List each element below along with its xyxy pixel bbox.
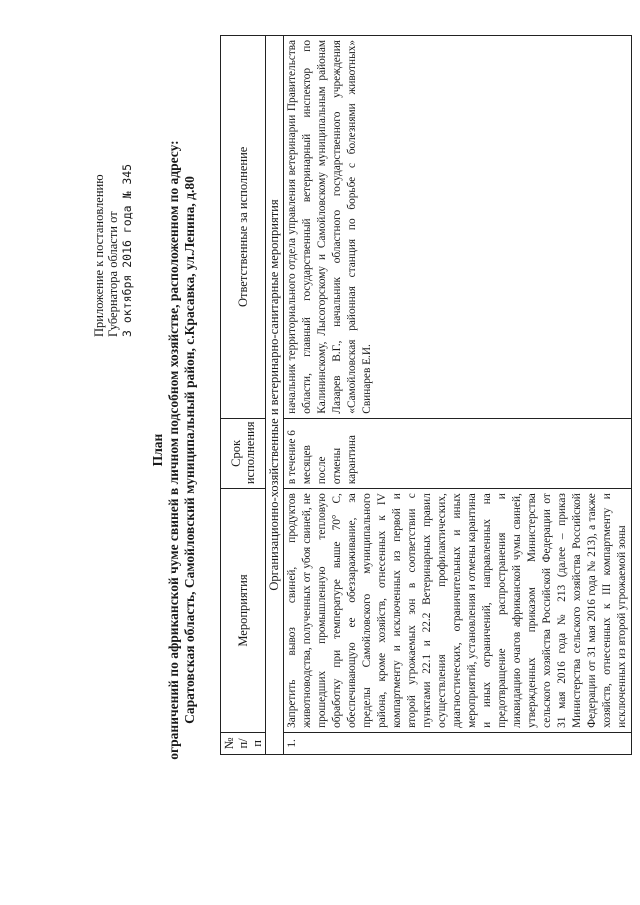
document-title xyxy=(150,35,198,865)
appendix-line-1: Приложение к постановлению xyxy=(92,174,106,337)
section-title: Организационно-хозяйственные и ветеринарно-санитарные мероприятия xyxy=(266,36,284,755)
appendix-note xyxy=(92,77,134,337)
table-row xyxy=(284,36,632,755)
appendix-line-2: Губернатора области от xyxy=(106,211,120,337)
title-line-2: Саратовская область, Самойловский муниципальный район, с.Красавка, ул.Ленина, д.80 xyxy=(182,176,197,724)
title-word: План xyxy=(150,433,165,467)
header-responsible: Ответственные за исполнение xyxy=(221,36,266,419)
section-row xyxy=(266,36,284,755)
row-measure: Запретить вывоз свиней, продуктов животноводства, полученных от убоя свиней, не прошедших промышленную тепловую обработку при температуре выше 70° С, обеспечивающую ее обеззараживание, за пределы Самойловского муниципального района, кроме хозяйств, отнесенных к IV компартменту и исключенных из первой и второй угрожаемых зон в соответствии с пунктами 22.1 и 22.2 Ветеринарных правил осуществления профилактических, диагностических, ограничительных и иных мероприятий, установления и отмены карантина и иных ограничений, направленных на предотвращение распространения и ликвидацию очагов африканской чумы свиней, утвержденных приказом Министерства сельского хозяйства Российской Федерации от 31 мая 2016 года № 213 (далее – приказ Министерства сельского хозяйства Российской Федерации от 31 мая 2016 года № 213), а также хозяйств, отнесенных к III компартменту и исключенных из второй угрожаемой зоны xyxy=(284,489,632,733)
header-measures: Мероприятия xyxy=(221,489,266,733)
row-number: 1. xyxy=(284,732,632,754)
row-term: в течение 6 месяцев после отмены карантина xyxy=(284,418,632,488)
table-header-row xyxy=(221,36,266,755)
title-line-1: ограничений по африканской чуме свиней в личном подсобном хозяйстве, расположенном по адресу: xyxy=(166,140,181,760)
header-term: Срок исполнения xyxy=(221,418,266,488)
row-responsible: начальник территориального отдела управления ветеринарии Правительства области, главный государственный ветеринарный инспектор по Калининскому, Лысогорскому и Самойловскому муниципальным районам Лазарев В.Г., начальник областного государственного учреждения «Самойловская районная станция по борьбе с болезнями животных» Свинарев Е.И. xyxy=(284,36,632,419)
plan-table xyxy=(220,35,632,755)
appendix-line-3: 3 октября 2016 года № 345 xyxy=(120,163,134,337)
header-number: № п/п xyxy=(221,732,266,754)
